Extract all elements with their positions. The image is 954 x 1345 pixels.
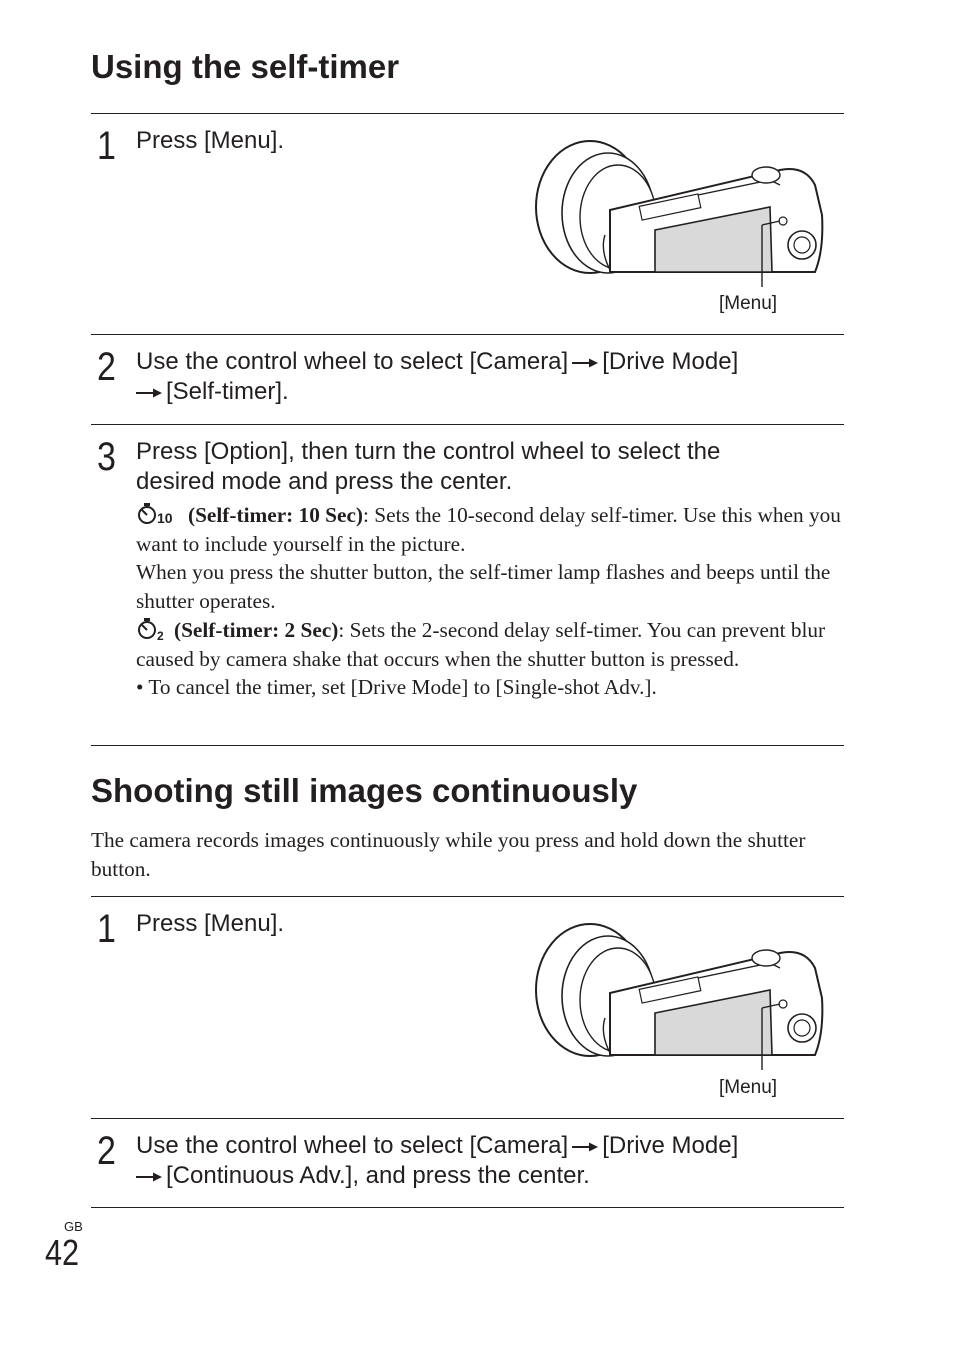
timer-2-desc: : Sets the 2-second delay self-timer. You can prevent blur caused by camera shake that occurs when the shutter button is pressed. bbox=[136, 617, 826, 671]
step-text: Press [Menu]. bbox=[136, 127, 285, 154]
timer-10-desc: : Sets the 10-second delay self-timer. Use this when you want to include yourself in the picture. bbox=[136, 503, 841, 556]
step-number: 1 bbox=[97, 907, 116, 951]
step-number: 2 bbox=[97, 1129, 116, 1173]
divider bbox=[91, 113, 844, 114]
step-text bbox=[136, 437, 836, 497]
step-text: Press [Menu]. bbox=[136, 910, 285, 937]
section-title-continuous: Shooting still images continuously bbox=[91, 772, 638, 809]
bullet-note: • To cancel the timer, set [Drive Mode] to [Single-shot Adv.]. bbox=[136, 675, 657, 700]
camera-illustration bbox=[530, 135, 830, 295]
divider bbox=[91, 1118, 844, 1119]
step-text-part: Use the control wheel to select [Camera] bbox=[136, 1132, 569, 1159]
divider bbox=[91, 896, 844, 897]
step-text-part: Use the control wheel to select [Camera] bbox=[136, 348, 569, 375]
step-text-part: [Continuous Adv.], and press the center. bbox=[166, 1162, 590, 1189]
step-text bbox=[136, 1131, 836, 1191]
right-arrow-icon bbox=[136, 387, 162, 399]
menu-button-label: [Menu] bbox=[719, 1077, 778, 1098]
step-text-part: [Self-timer]. bbox=[166, 378, 289, 405]
step-number: 2 bbox=[97, 345, 116, 389]
timer-10-note: When you press the shutter button, the self-timer lamp flashes and beeps until the shutter operates. bbox=[136, 560, 831, 614]
divider bbox=[91, 424, 844, 425]
step-text-part: [Drive Mode] bbox=[602, 1132, 739, 1159]
divider bbox=[91, 745, 844, 746]
right-arrow-icon bbox=[572, 357, 598, 369]
divider bbox=[91, 1207, 844, 1208]
self-timer-2-icon bbox=[136, 617, 168, 641]
right-arrow-icon bbox=[136, 1171, 162, 1183]
step-number: 3 bbox=[97, 435, 116, 479]
step-text-part: Press [Option], then turn the control wheel to select the bbox=[136, 438, 721, 465]
section-intro: The camera records images continuously while you press and hold down the shutter button. bbox=[91, 828, 806, 881]
step-detail bbox=[136, 501, 841, 702]
menu-button-label: [Menu] bbox=[719, 293, 778, 314]
step-number: 1 bbox=[97, 124, 116, 168]
timer-2-title: (Self-timer: 2 Sec) bbox=[174, 617, 339, 642]
timer-10-title: (Self-timer: 10 Sec) bbox=[188, 503, 364, 527]
right-arrow-icon bbox=[572, 1141, 598, 1153]
region-code: GB bbox=[64, 1219, 83, 1234]
camera-illustration bbox=[530, 918, 830, 1078]
step-text-part: desired mode and press the center. bbox=[136, 468, 513, 495]
page-number: 42 bbox=[45, 1232, 80, 1273]
svg-text:2: 2 bbox=[157, 628, 164, 641]
step-text bbox=[136, 347, 836, 407]
self-timer-10-icon bbox=[136, 502, 182, 526]
section-title-self-timer: Using the self-timer bbox=[91, 48, 400, 85]
divider bbox=[91, 334, 844, 335]
svg-text:10: 10 bbox=[157, 510, 173, 526]
step-text-part: [Drive Mode] bbox=[602, 348, 739, 375]
